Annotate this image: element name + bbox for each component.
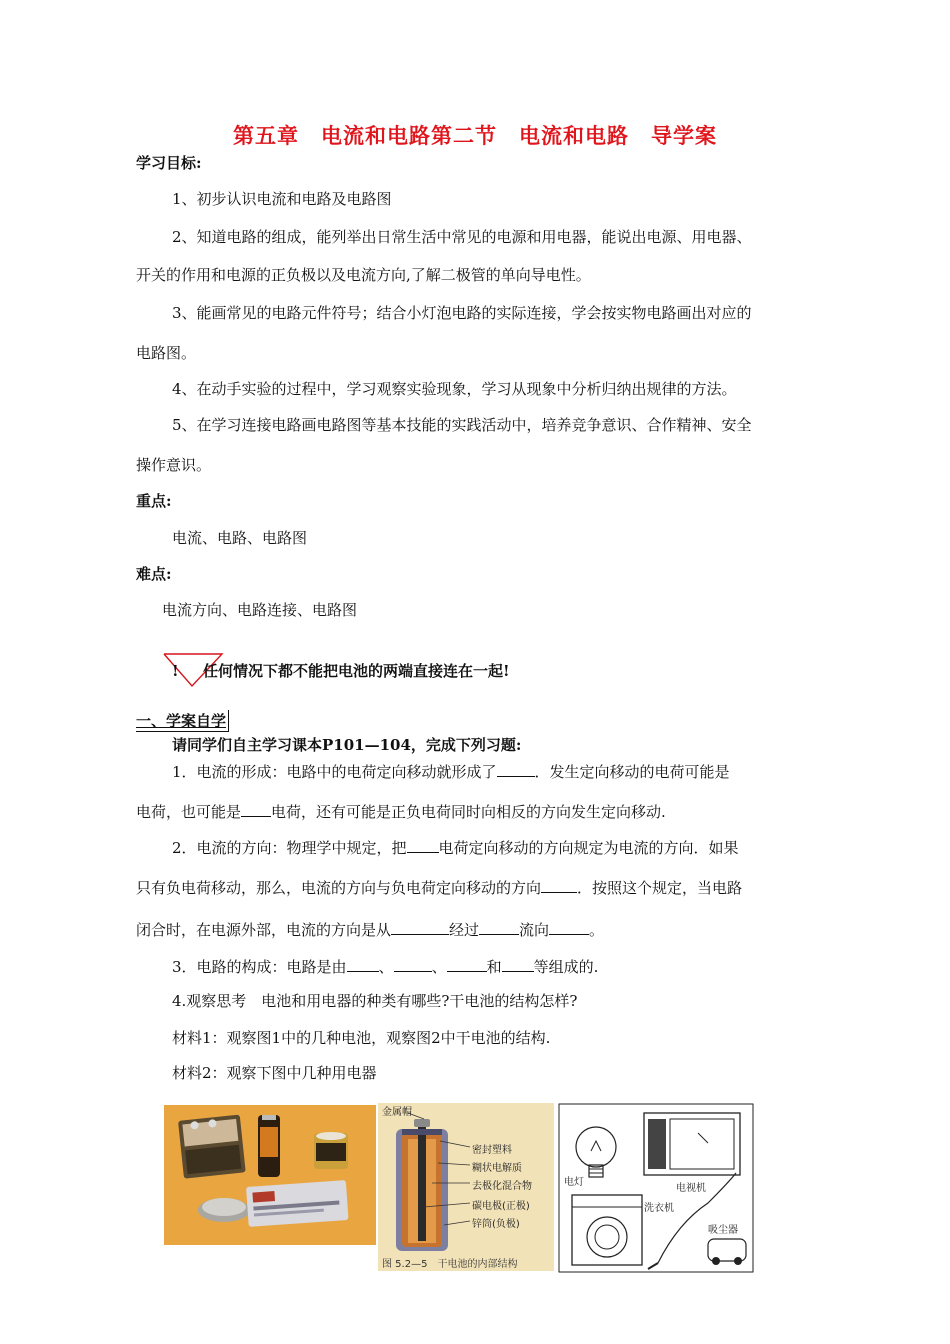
question-2-line-2: 只有负电荷移动，那么，电流的方向与负电荷定向移动的方向 ．按照这个规定，当电路: [136, 876, 742, 899]
difficulties-text: 电流方向、电路连接、电路图: [162, 601, 358, 619]
label-depolarizer: 去极化混合物: [472, 1181, 532, 1192]
dry-cell-diagram: [378, 1103, 554, 1271]
label-carbon-electrode: 碳电极(正极): [472, 1201, 530, 1212]
label-electrolyte: 糊状电解质: [472, 1163, 522, 1174]
label-metal-cap: 金属帽: [382, 1107, 412, 1118]
material-1: 材料1：观察图1中的几种电池，观察图2中干电池的结构.: [172, 1029, 551, 1047]
section-heading: 一、学案自学: [136, 710, 229, 732]
warning-text: 任何情况下都不能把电池的两端直接连在一起!: [203, 662, 510, 680]
difficulties-heading: 难点:: [136, 565, 172, 583]
question-2-line-3: 闭合时，在电源外部，电流的方向是从 经过 流向 。: [136, 918, 604, 941]
question-2-line-1: 2．电流的方向：物理学中规定，把 电荷定向移动的方向规定为电流的方向．如果: [172, 836, 739, 859]
batteries-photo: [164, 1105, 376, 1245]
key-points-text: 电流、电路、电路图: [172, 529, 308, 547]
objective-line: 开关的作用和电源的正负极以及电流方向,了解二极管的单向导电性。: [136, 266, 591, 284]
question-1-line-1: 1．电流的形成：电路中的电荷定向移动就形成了 ．发生定向移动的电荷可能是: [172, 760, 730, 783]
warning-mark: !: [172, 662, 179, 680]
figure-caption: 图 5.2—5 干电池的内部结构: [382, 1259, 518, 1270]
label-lamp: 电灯: [564, 1177, 584, 1188]
question-3: 3．电路的构成：电路是由 、 、 和 等组成的.: [172, 955, 598, 978]
objective-line: 操作意识。: [136, 456, 212, 474]
label-tv: 电视机: [676, 1183, 706, 1194]
page-title: 第五章 电流和电路第二节 电流和电路 导学案: [233, 123, 717, 148]
objective-line: 4、在动手实验的过程中，学习观察实验现象，学习从现象中分析归纳出规律的方法。: [172, 380, 737, 398]
objective-line: 3、能画常见的电路元件符号；结合小灯泡电路的实际连接，学会按实物电路画出对应的: [172, 304, 752, 322]
label-washer: 洗衣机: [644, 1203, 674, 1214]
question-1-line-2: 电荷，也可能是 电荷，还有可能是正负电荷同时向相反的方向发生定向移动.: [136, 800, 666, 823]
material-2: 材料2：观察下图中几种用电器: [172, 1064, 377, 1082]
objective-line: 5、在学习连接电路画电路图等基本技能的实践活动中，培养竞争意识、合作精神、安全: [172, 416, 752, 434]
label-vacuum: 吸尘器: [708, 1225, 738, 1236]
label-zinc-can: 锌筒(负极): [472, 1219, 520, 1230]
objective-line: 电路图。: [136, 344, 197, 362]
key-points-heading: 重点:: [136, 492, 172, 510]
objectives-heading: 学习目标:: [136, 154, 202, 172]
objective-line: 1、初步认识电流和电路及电路图: [172, 190, 392, 208]
section-intro: 请同学们自主学习课本P101—104，完成下列习题:: [172, 736, 522, 754]
appliances-sketch: [558, 1103, 754, 1273]
objective-line: 2、知道电路的组成，能列举出日常生活中常见的电源和用电器，能说出电源、用电器、: [172, 228, 752, 246]
question-4: 4.观察思考 电池和用电器的种类有哪些?干电池的结构怎样?: [172, 992, 578, 1010]
label-seal: 密封塑料: [472, 1145, 512, 1156]
